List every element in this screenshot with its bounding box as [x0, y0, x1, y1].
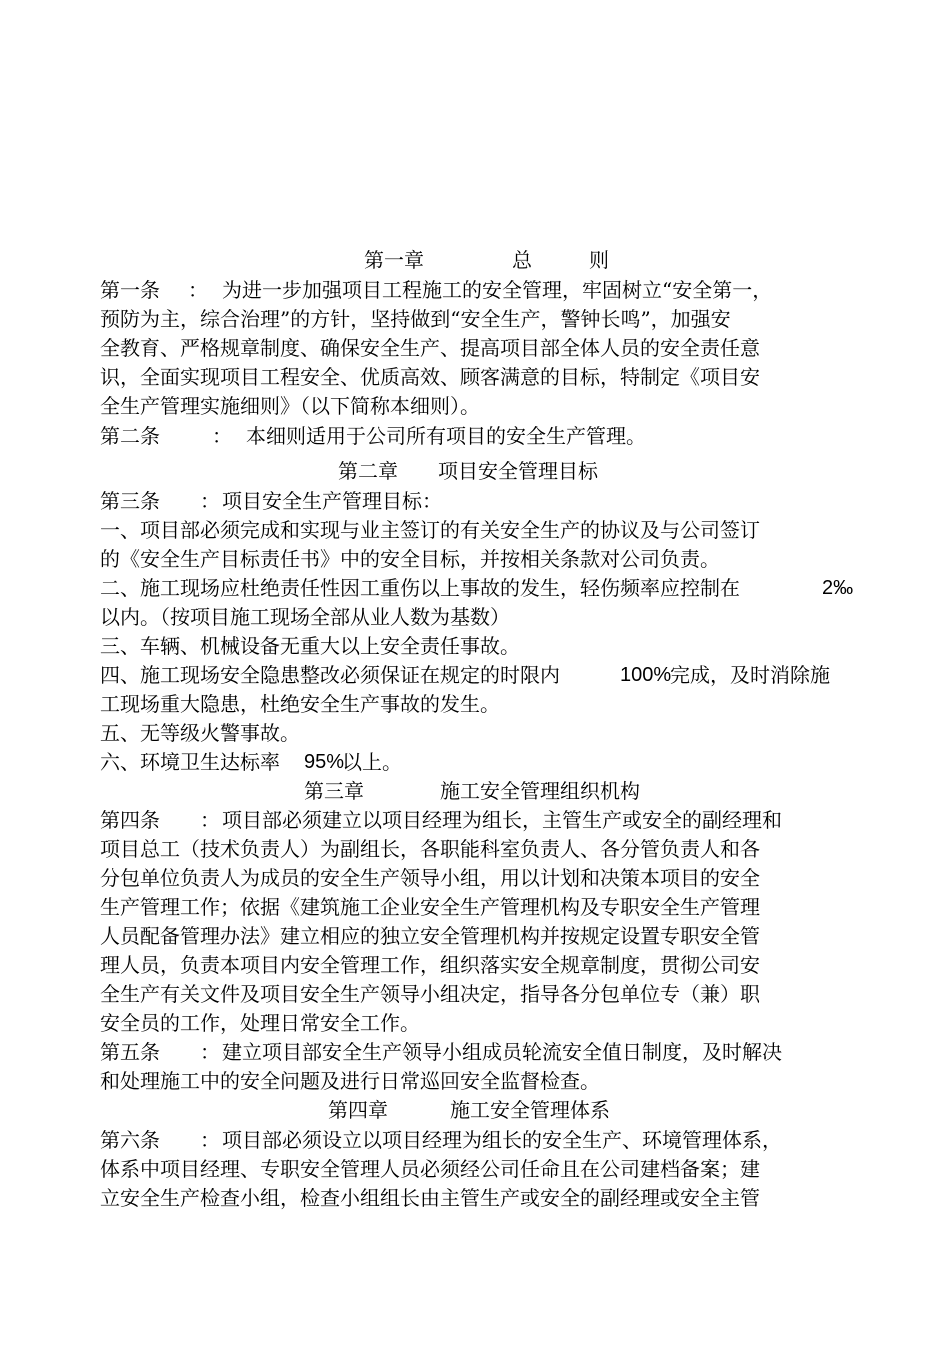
article-2-text: 本细则适用于公司所有项目的安全生产管理。	[246, 424, 646, 448]
article-3-item-2-value: 2‰	[822, 577, 854, 599]
chapter-4-number: 第四章	[328, 1098, 388, 1122]
article-2-label: 第二条	[100, 424, 160, 448]
article-5-line-1: 建立项目部安全生产领导小组成员轮流安全值日制度，及时解决	[222, 1040, 782, 1064]
article-3-item-4-line-1b: 完成，及时消除施	[670, 663, 830, 687]
article-3-item-1-line-2: 的《安全生产目标责任书》中的安全目标，并按相关条款对公司负责。	[100, 547, 720, 571]
chapter-1-title-part1: 总	[512, 248, 532, 272]
article-4-colon: ：	[200, 808, 220, 832]
article-1-line-4: 识，全面实现项目工程安全、优质高效、顾客满意的目标，特制定《项目安	[100, 365, 760, 389]
chapter-4-title: 施工安全管理体系	[450, 1098, 610, 1122]
article-4-line-1: 项目部必须建立以项目经理为组长，主管生产或安全的副经理和	[222, 808, 782, 832]
article-6-line-1: 项目部必须设立以项目经理为组长的安全生产、环境管理体系，	[222, 1128, 782, 1152]
article-3-colon: ：	[200, 489, 220, 513]
chapter-3-number: 第三章	[304, 779, 364, 803]
article-3-item-2-line-1: 二、施工现场应杜绝责任性因工重伤以上事故的发生，轻伤频率应控制在	[100, 576, 740, 600]
article-3-item-4-line-2: 工现场重大隐患，杜绝安全生产事故的发生。	[100, 692, 500, 716]
article-4-line-5: 人员配备管理办法》建立相应的独立安全管理机构并按规定设置专职安全管	[100, 924, 760, 948]
article-3-label: 第三条	[100, 489, 160, 513]
article-1-line-1: 为进一步加强项目工程施工的安全管理，牢固树立“安全第一，	[222, 278, 773, 302]
chapter-2-title: 项目安全管理目标	[438, 459, 598, 483]
article-4-line-6: 理人员，负责本项目内安全管理工作，组织落实安全规章制度，贯彻公司安	[100, 953, 760, 977]
article-4-line-8: 安全员的工作，处理日常安全工作。	[100, 1011, 420, 1035]
chapter-1-number: 第一章	[364, 248, 424, 272]
article-5-colon: ：	[200, 1040, 220, 1064]
chapter-2-number: 第二章	[338, 459, 398, 483]
article-3-item-3: 三、车辆、机械设备无重大以上安全责任事故。	[100, 634, 520, 658]
article-5-line-2: 和处理施工中的安全问题及进行日常巡回安全监督检查。	[100, 1069, 600, 1093]
article-1-line-2: 预防为主，综合治理”的方针，坚持做到“安全生产，警钟长鸣”，加强安	[100, 307, 731, 331]
article-4-line-2: 项目总工（技术负责人）为副组长，各职能科室负责人、各分管负责人和各	[100, 837, 760, 861]
article-4-label: 第四条	[100, 808, 160, 832]
article-5-label: 第五条	[100, 1040, 160, 1064]
article-1-label: 第一条	[100, 278, 160, 302]
article-1-line-3: 全教育、严格规章制度、确保安全生产、提高项目部全体人员的安全责任意	[100, 336, 760, 360]
article-3-item-6-value: 95%	[304, 751, 345, 773]
article-2-colon: ：	[212, 424, 232, 448]
article-1-line-5: 全生产管理实施细则》（以下简称本细则）。	[100, 394, 480, 418]
article-6-line-3: 立安全生产检查小组，检查小组组长由主管生产或安全的副经理或安全主管	[100, 1186, 760, 1210]
article-3-item-1-line-1: 一、项目部必须完成和实现与业主签订的有关安全生产的协议及与公司签订	[100, 518, 760, 542]
article-6-line-2: 体系中项目经理、专职安全管理人员必须经公司任命且在公司建档备案；建	[100, 1157, 760, 1181]
article-4-line-7: 全生产有关文件及项目安全生产领导小组决定，指导各分包单位专（兼）职	[100, 982, 760, 1006]
article-6-label: 第六条	[100, 1128, 160, 1152]
article-6-colon: ：	[200, 1128, 220, 1152]
article-1-colon: ：	[188, 278, 208, 302]
chapter-1-title-part2: 则	[589, 248, 609, 272]
article-3-item-4-value: 100%	[620, 664, 672, 686]
article-3-item-4-line-1a: 四、施工现场安全隐患整改必须保证在规定的时限内	[100, 663, 560, 687]
article-4-line-3: 分包单位负责人为成员的安全生产领导小组，用以计划和决策本项目的安全	[100, 866, 760, 890]
article-3-text: 项目安全生产管理目标：	[222, 489, 442, 513]
article-3-item-5: 五、无等级火警事故。	[100, 721, 300, 745]
article-3-item-6-a: 六、环境卫生达标率	[100, 750, 280, 774]
article-3-item-2-line-2: 以内。（按项目施工现场全部从业人数为基数）	[100, 605, 510, 629]
chapter-3-title: 施工安全管理组织机构	[440, 779, 640, 803]
article-3-item-6-b: 以上。	[342, 750, 402, 774]
article-4-line-4: 生产管理工作；依据《建筑施工企业安全生产管理机构及专职安全生产管理	[100, 895, 760, 919]
